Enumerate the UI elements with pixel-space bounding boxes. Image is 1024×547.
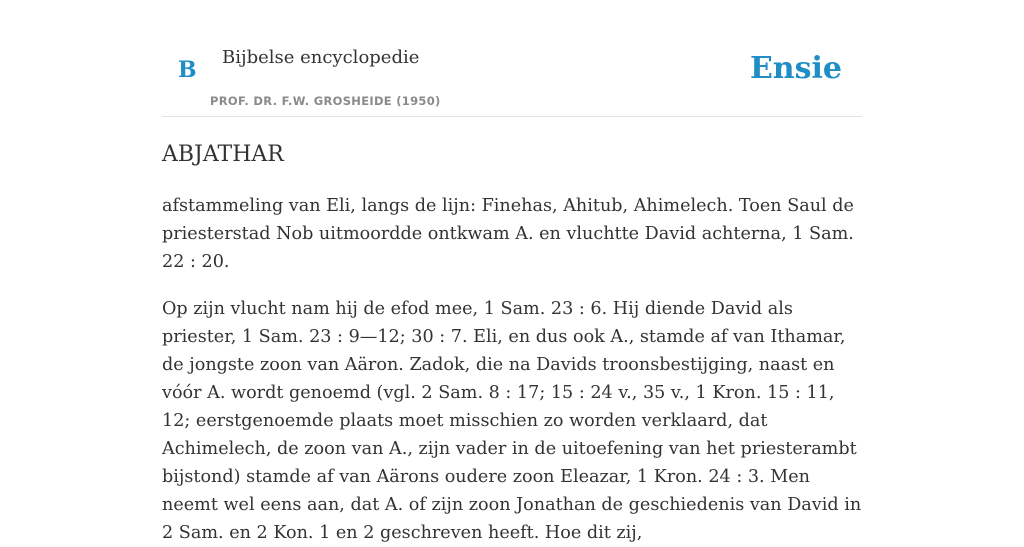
entry-paragraph: afstammeling van Eli, langs de lijn: Finehas, Ahitub, Ahimelech. Toen Saul de priesterstad Nob uitmoordde ontkwam A. en vluchtte David achterna, 1 Sam. 22 : 20.	[162, 196, 854, 272]
book-title-link[interactable]: Bijbelse encyclopedie	[222, 47, 420, 68]
entry-content	[162, 138, 862, 547]
entry-title: ABJATHAR	[162, 142, 284, 167]
author-label: PROF. DR. F.W. GROSHEIDE (1950)	[210, 94, 441, 108]
brand-logo[interactable]: Ensie	[749, 51, 842, 86]
header	[162, 0, 862, 117]
entry-paragraph: Op zijn vlucht nam hij de efod mee, 1 Sam. 23 : 6. Hij diende David als priester, 1 Sam. 23 : 9—12; 30 : 7. Eli, en dus ook A., stamde af van Ithamar, de jongste zoon van Aäron. Zadok, die na Davids troonsbestijging, naast en vóór A. wordt genoemd (vgl. 2 Sam. 8 : 17; 15 : 24 v., 35 v., 1 Kron. 15 : 11, 12; eerstgenoemde plaats moet misschien zo worden verklaard, dat Achimelech, de zoon van A., zijn vader in de uitoefening van het priesterambt bijstond) stamde af van Aärons oudere zoon Eleazar, 1 Kron. 24 : 3. Men neemt wel eens aan, dat A. of zijn zoon Jonathan de geschiedenis van David in 2 Sam. en 2 Kon. 1 en 2 geschreven heeft. Hoe dit zij,	[162, 299, 862, 543]
book-logo[interactable]: B	[178, 57, 197, 83]
